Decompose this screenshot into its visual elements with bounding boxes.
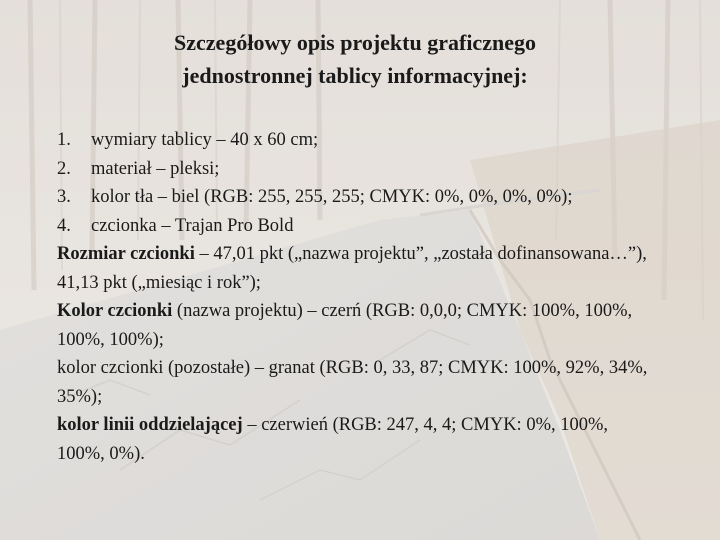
specification-list	[57, 126, 657, 240]
other-font-color-paragraph: kolor czcionki (pozostałe) – granat (RGB: 0, 33, 87; CMYK: 100%, 92%, 34%, 35%);	[57, 358, 648, 407]
specification-body	[57, 126, 657, 468]
divider-color-text: – czerwień (RGB: 247, 4, 4; CMYK: 0%, 100%, 100%, 0%).	[57, 415, 609, 464]
divider-color-paragraph	[57, 411, 657, 468]
list-item-number: 2.	[57, 158, 71, 179]
list-item	[57, 212, 657, 241]
list-item-text: czcionka – Trajan Pro Bold	[91, 215, 294, 236]
list-item	[57, 183, 657, 212]
divider-color-label: kolor linii oddzielającej	[57, 415, 243, 435]
font-color-text: (nazwa projektu) – czerń (RGB: 0,0,0; CMYK: 100%, 100%, 100%, 100%);	[57, 301, 633, 350]
list-item	[57, 126, 657, 155]
list-item-number: 1.	[57, 130, 71, 150]
list-item-text: kolor tła – biel (RGB: 255, 255, 255; CMYK: 0%, 0%, 0%, 0%);	[91, 187, 573, 207]
list-item	[57, 155, 657, 184]
font-color-label: Kolor czcionki	[57, 301, 173, 321]
font-size-paragraph	[57, 240, 657, 297]
list-item-text: materiał – pleksi;	[91, 158, 220, 179]
slide-title	[60, 26, 650, 92]
list-item-number: 4.	[57, 215, 71, 236]
title-line-1: Szczegółowy opis projektu graficznego	[174, 30, 536, 55]
font-color-paragraph	[57, 297, 657, 354]
font-size-label: Rozmiar czcionki	[57, 244, 195, 264]
title-line-2: jednostronnej tablicy informacyjnej:	[182, 63, 528, 88]
list-item-text: wymiary tablicy – 40 x 60 cm;	[91, 130, 319, 150]
list-item-number: 3.	[57, 187, 71, 207]
font-size-text: – 47,01 pkt („nazwa projektu”, „została dofinansowana…”), 41,13 pkt („miesiąc i rok”);	[57, 244, 647, 293]
